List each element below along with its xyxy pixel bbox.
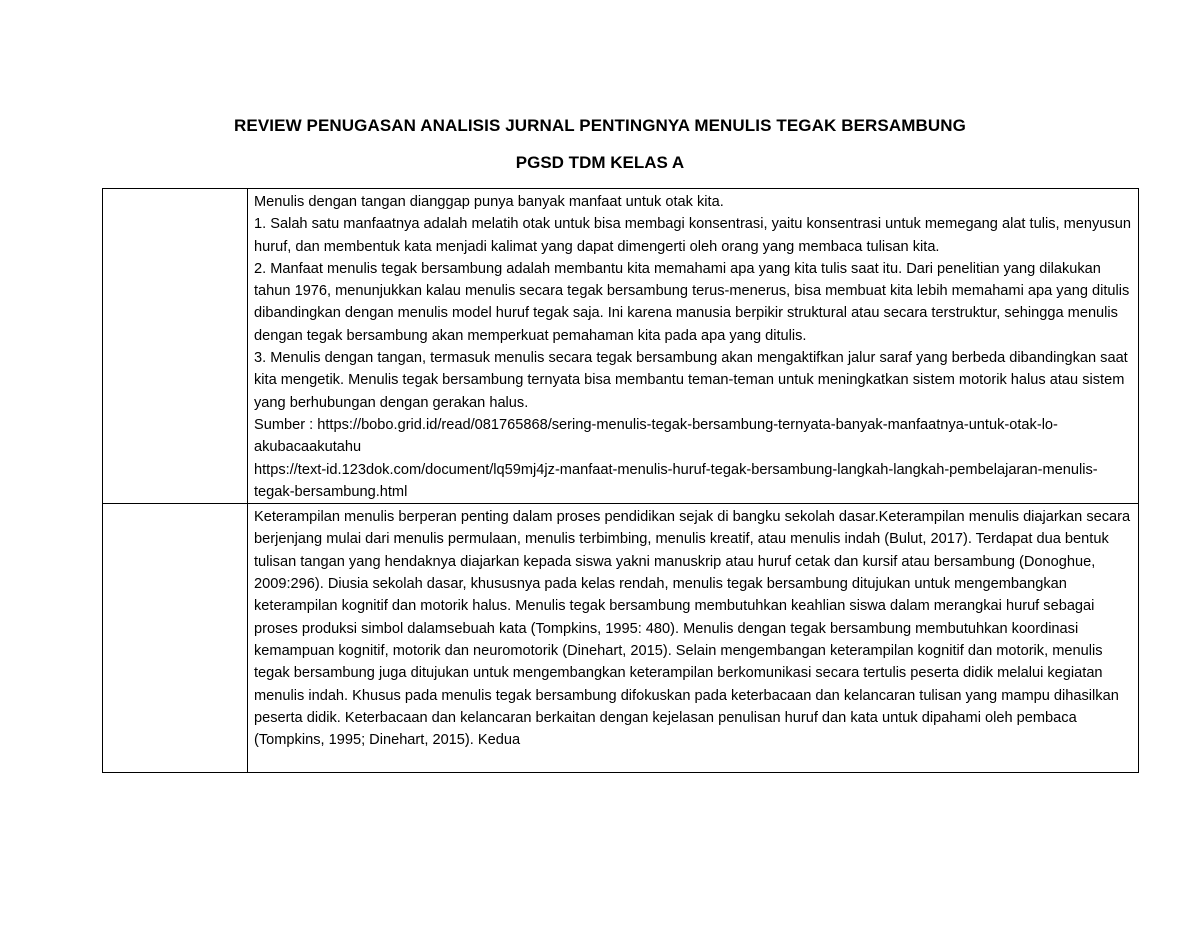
row-content-cell <box>248 189 1139 504</box>
paragraph-point-1: 1. Salah satu manfaatnya adalah melatih otak untuk bisa membagi konsentrasi, yaitu konsentrasi untuk memegang alat tulis, menyusun huruf, dan membentuk kata menjadi kalimat yang dapat dimengerti oleh orang yang membaca tulisan kita. <box>254 216 1131 255</box>
page-title: REVIEW PENUGASAN ANALISIS JURNAL PENTINGNYA MENULIS TEGAK BERSAMBUNG <box>234 116 966 135</box>
paragraph-point-2: 2. Manfaat menulis tegak bersambung adalah membantu kita memahami apa yang kita tulis saat itu. Dari penelitian yang dilakukan tahun 1976, menunjukkan kalau menulis secara tegak bersambung terus-menerus, bisa membuat kita lebih memahami apa yang ditulis dibandingkan dengan menulis model huruf tegak saja. Ini karena manusia berpikir struktural atau secara terstruktur, sehingga menulis dengan tegak bersambung akan memperkuat pemahaman kita pada apa yang ditulis. <box>254 260 1130 344</box>
row-label-cell <box>103 189 248 504</box>
row-content-cell <box>248 504 1139 773</box>
table-row <box>103 189 1139 504</box>
source-reference-2: https://text-id.123dok.com/document/lq59mj4jz-manfaat-menulis-huruf-tegak-bersambung-langkah-langkah-pembelajaran-menulis-tegak-bersambung.html <box>254 461 1098 500</box>
paragraph-body: Keterampilan menulis berperan penting dalam proses pendidikan sejak di bangku sekolah dasar.Keterampilan menulis diajarkan secara berjenjang mulai dari menulis permulaan, menulis terbimbing, menulis kreatif, atau menulis indah (Bulut, 2017). Terdapat dua bentuk tulisan tangan yang hendaknya diajarkan kepada siswa yakni manuskrip atau huruf cetak dan kursif atau bersambung (Donoghue, 2009:296). Diusia sekolah dasar, khususnya pada kelas rendah, menulis tegak bersambung ditujukan untuk mengembangkan keterampilan kognitif dan motorik halus. Menulis tegak bersambung membutuhkan keahlian siswa dalam merangkai huruf sebagai proses produksi simbol dalamsebuah kata (Tompkins, 1995: 480). Menulis dengan tegak bersambung membutuhkan koordinasi kemampuan kognitif, motorik dan neuromotorik (Dinehart, 2015). Selain mengembangan keterampilan kognitif dan motorik, menulis tegak bersambung juga ditujukan untuk mengembangkan keterampilan berkomunikasi secara tertulis peserta didik melalui kegiatan menulis indah. Khusus pada menulis tegak bersambung difokuskan pada keterbacaan dan kelancaran tulisan yang mampu dihasilkan peserta didik. Keterbacaan dan kelancaran berkaitan dengan kejelasan penulisan huruf dan kata untuk dipahami oleh pembaca (Tompkins, 1995; Dinehart, 2015). Kedua <box>254 509 1131 749</box>
source-reference-1: Sumber : https://bobo.grid.id/read/081765868/sering-menulis-tegak-bersambung-ternyata-banyak-manfaatnya-untuk-otak-lo-akubacaakutahu <box>254 416 1058 456</box>
row-label-cell <box>103 504 248 773</box>
page-subtitle: PGSD TDM KELAS A <box>515 153 685 172</box>
table-row <box>103 504 1139 773</box>
review-table <box>102 188 1139 773</box>
paragraph-point-3: 3. Menulis dengan tangan, termasuk menulis secara tegak bersambung akan mengaktifkan jalur saraf yang berbeda dibandingkan saat kita mengetik. Menulis tegak bersambung ternyata bisa membantu teman-teman untuk meningkatkan sistem motorik halus atau sistem yang berhubungan dengan gerakan halus. <box>254 350 1128 411</box>
paragraph-intro: Menulis dengan tangan dianggap punya banyak manfaat untuk otak kita. <box>254 194 724 210</box>
